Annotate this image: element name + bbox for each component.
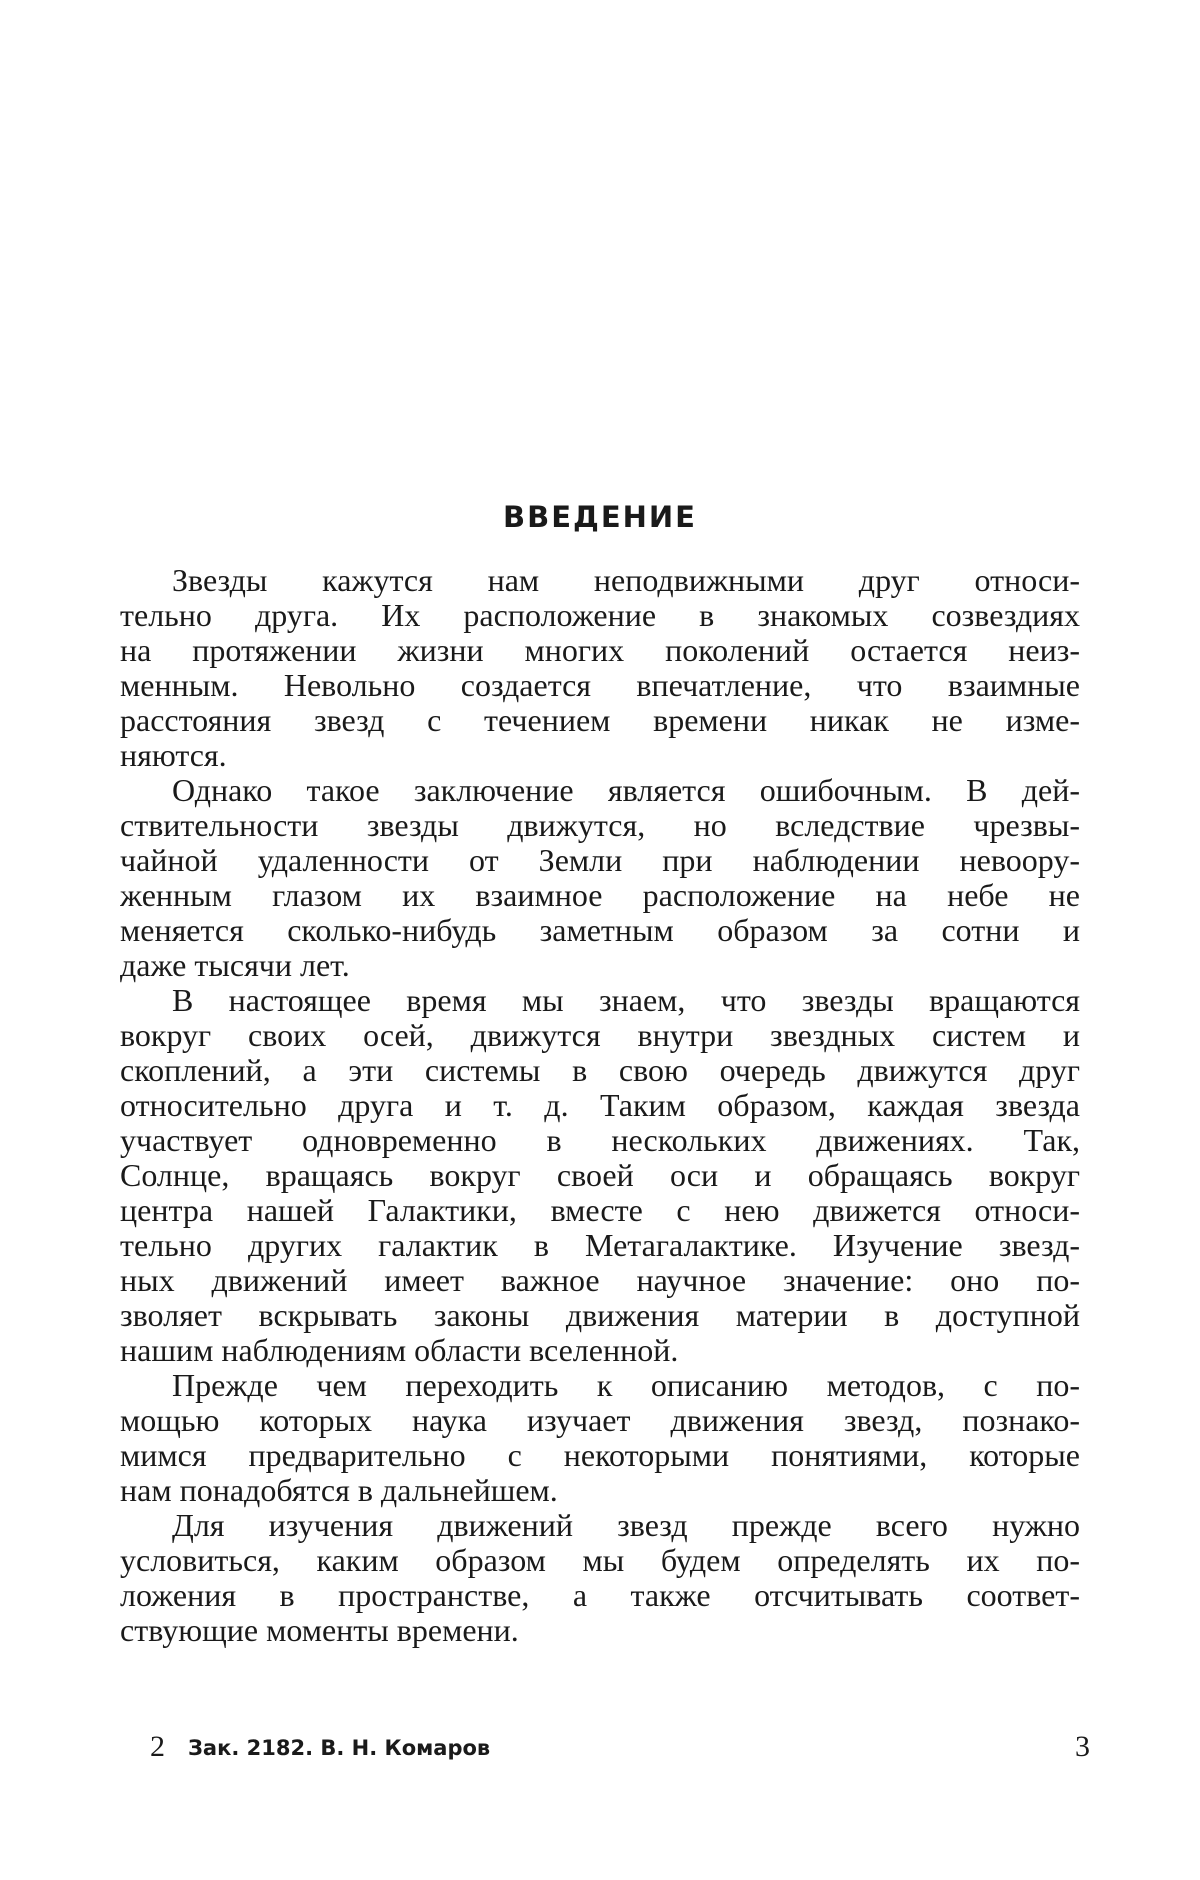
text-line: участвует одновременно в нескольких движениях. Так, bbox=[120, 1123, 1080, 1158]
text-line: ствительности звезды движутся, но вследствие чрезвы- bbox=[120, 808, 1080, 843]
text-line: няются. bbox=[120, 738, 227, 773]
page-number: 3 bbox=[1075, 1730, 1090, 1763]
text-line: вокруг своих осей, движутся внутри звездных систем и bbox=[120, 1018, 1080, 1053]
text-line: даже тысячи лет. bbox=[120, 948, 350, 983]
page-footer bbox=[150, 1730, 1090, 1764]
text-line: Прежде чем переходить к описанию методов, с по- bbox=[172, 1368, 1080, 1403]
text-line: менным. Невольно создается впечатление, что взаимные bbox=[120, 668, 1080, 703]
body-text bbox=[120, 563, 1080, 1648]
signature-text: Зак. 2182. В. Н. Комаров bbox=[188, 1736, 491, 1760]
chapter-title: ВВЕДЕНИЕ bbox=[502, 500, 697, 534]
text-line: чайной удаленности от Земли при наблюдении невоору- bbox=[120, 843, 1080, 878]
signature-number: 2 bbox=[150, 1730, 165, 1763]
text-line: тельно друга. Их расположение в знакомых созвездиях bbox=[120, 598, 1080, 633]
text-line: скоплений, а эти системы в свою очередь движутся друг bbox=[120, 1053, 1080, 1088]
text-line: нашим наблюдениям области вселенной. bbox=[120, 1333, 679, 1368]
text-line: Для изучения движений звезд прежде всего нужно bbox=[172, 1508, 1080, 1543]
text-line: центра нашей Галактики, вместе с нею движется относи- bbox=[120, 1193, 1080, 1228]
text-line: относительно друга и т. д. Таким образом, каждая звезда bbox=[120, 1088, 1080, 1123]
text-line: В настоящее время мы знаем, что звезды вращаются bbox=[172, 983, 1080, 1018]
text-line: меняется сколько-нибудь заметным образом за сотни и bbox=[120, 913, 1080, 948]
text-line: зволяет вскрывать законы движения материи в доступной bbox=[120, 1298, 1080, 1333]
text-line: Однако такое заключение является ошибочным. В дей- bbox=[172, 773, 1080, 808]
text-line: условиться, каким образом мы будем определять их по- bbox=[120, 1543, 1080, 1578]
text-line: мощью которых наука изучает движения звезд, познако- bbox=[120, 1403, 1080, 1438]
text-line: нам понадобятся в дальнейшем. bbox=[120, 1473, 558, 1508]
text-line: расстояния звезд с течением времени никак не изме- bbox=[120, 703, 1080, 738]
text-line: Солнце, вращаясь вокруг своей оси и обращаясь вокруг bbox=[120, 1158, 1080, 1193]
text-line: женным глазом их взаимное расположение на небе не bbox=[120, 878, 1080, 913]
text-line: тельно других галактик в Метагалактике. Изучение звезд- bbox=[120, 1228, 1080, 1263]
text-line: мимся предварительно с некоторыми понятиями, которые bbox=[120, 1438, 1080, 1473]
text-line: Звезды кажутся нам неподвижными друг относи- bbox=[172, 563, 1080, 598]
text-line: ложения в пространстве, а также отсчитывать соответ- bbox=[120, 1578, 1080, 1613]
text-line: ных движений имеет важное научное значение: оно по- bbox=[120, 1263, 1080, 1298]
text-line: на протяжении жизни многих поколений остается неиз- bbox=[120, 633, 1080, 668]
text-line: ствующие моменты времени. bbox=[120, 1613, 519, 1648]
